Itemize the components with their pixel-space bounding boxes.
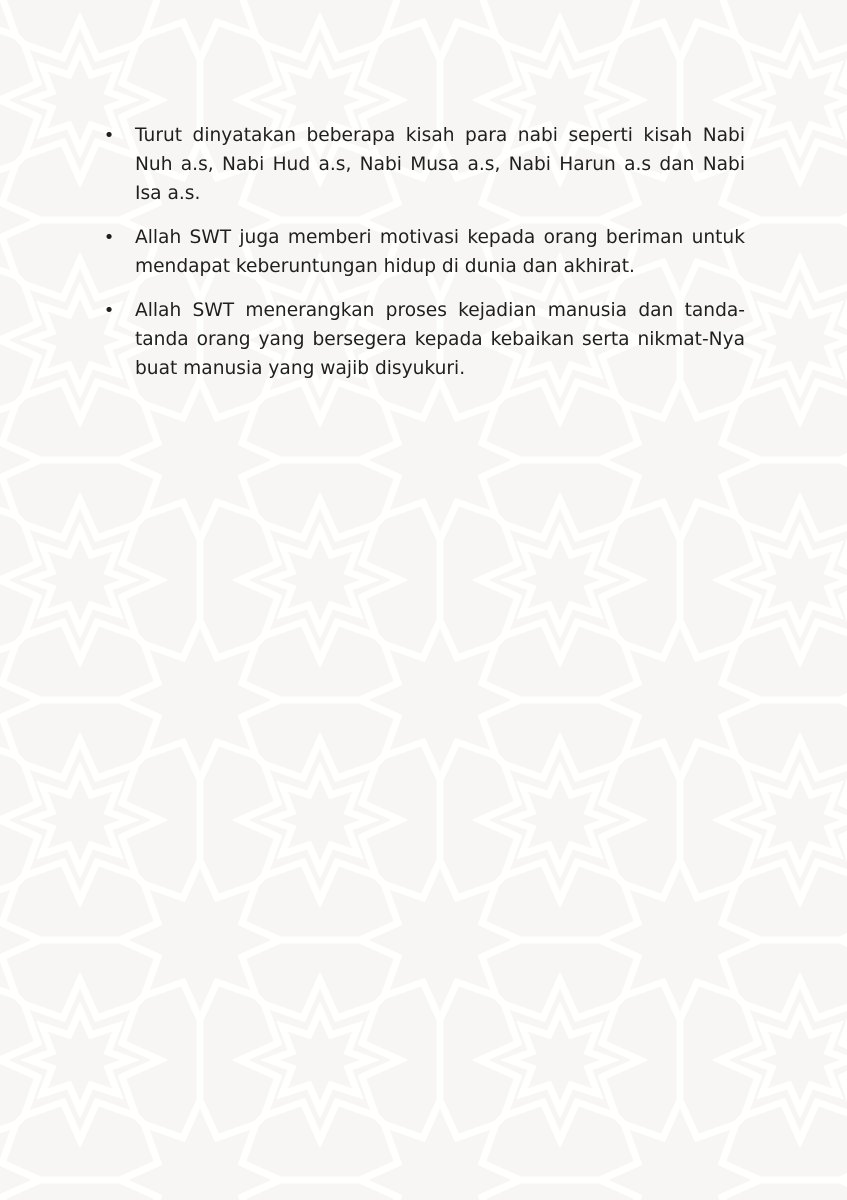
bullet-item-creation: [103, 296, 745, 383]
bullet-icon: •: [103, 227, 115, 248]
document-body: [103, 121, 745, 398]
bullet-icon: •: [103, 300, 115, 321]
bullet-text: Allah SWT menerangkan proses kejadian manusia dan tanda-tanda orang yang bersegera kepada kebaikan serta nikmat-Nya buat manusia yang wajib disyukuri.: [135, 300, 745, 379]
bullet-icon: •: [103, 125, 115, 146]
bullet-text: Allah SWT juga memberi motivasi kepada orang beriman untuk mendapat keberuntungan hidup di dunia dan akhirat.: [135, 227, 745, 277]
bullet-text: Turut dinyatakan beberapa kisah para nabi seperti kisah Nabi Nuh a.s, Nabi Hud a.s, Nabi Musa a.s, Nabi Harun a.s dan Nabi Isa a.s.: [135, 125, 745, 204]
bullet-item-prophets: [103, 121, 745, 208]
bullet-item-motivation: [103, 223, 745, 281]
bullet-list: [103, 121, 745, 383]
